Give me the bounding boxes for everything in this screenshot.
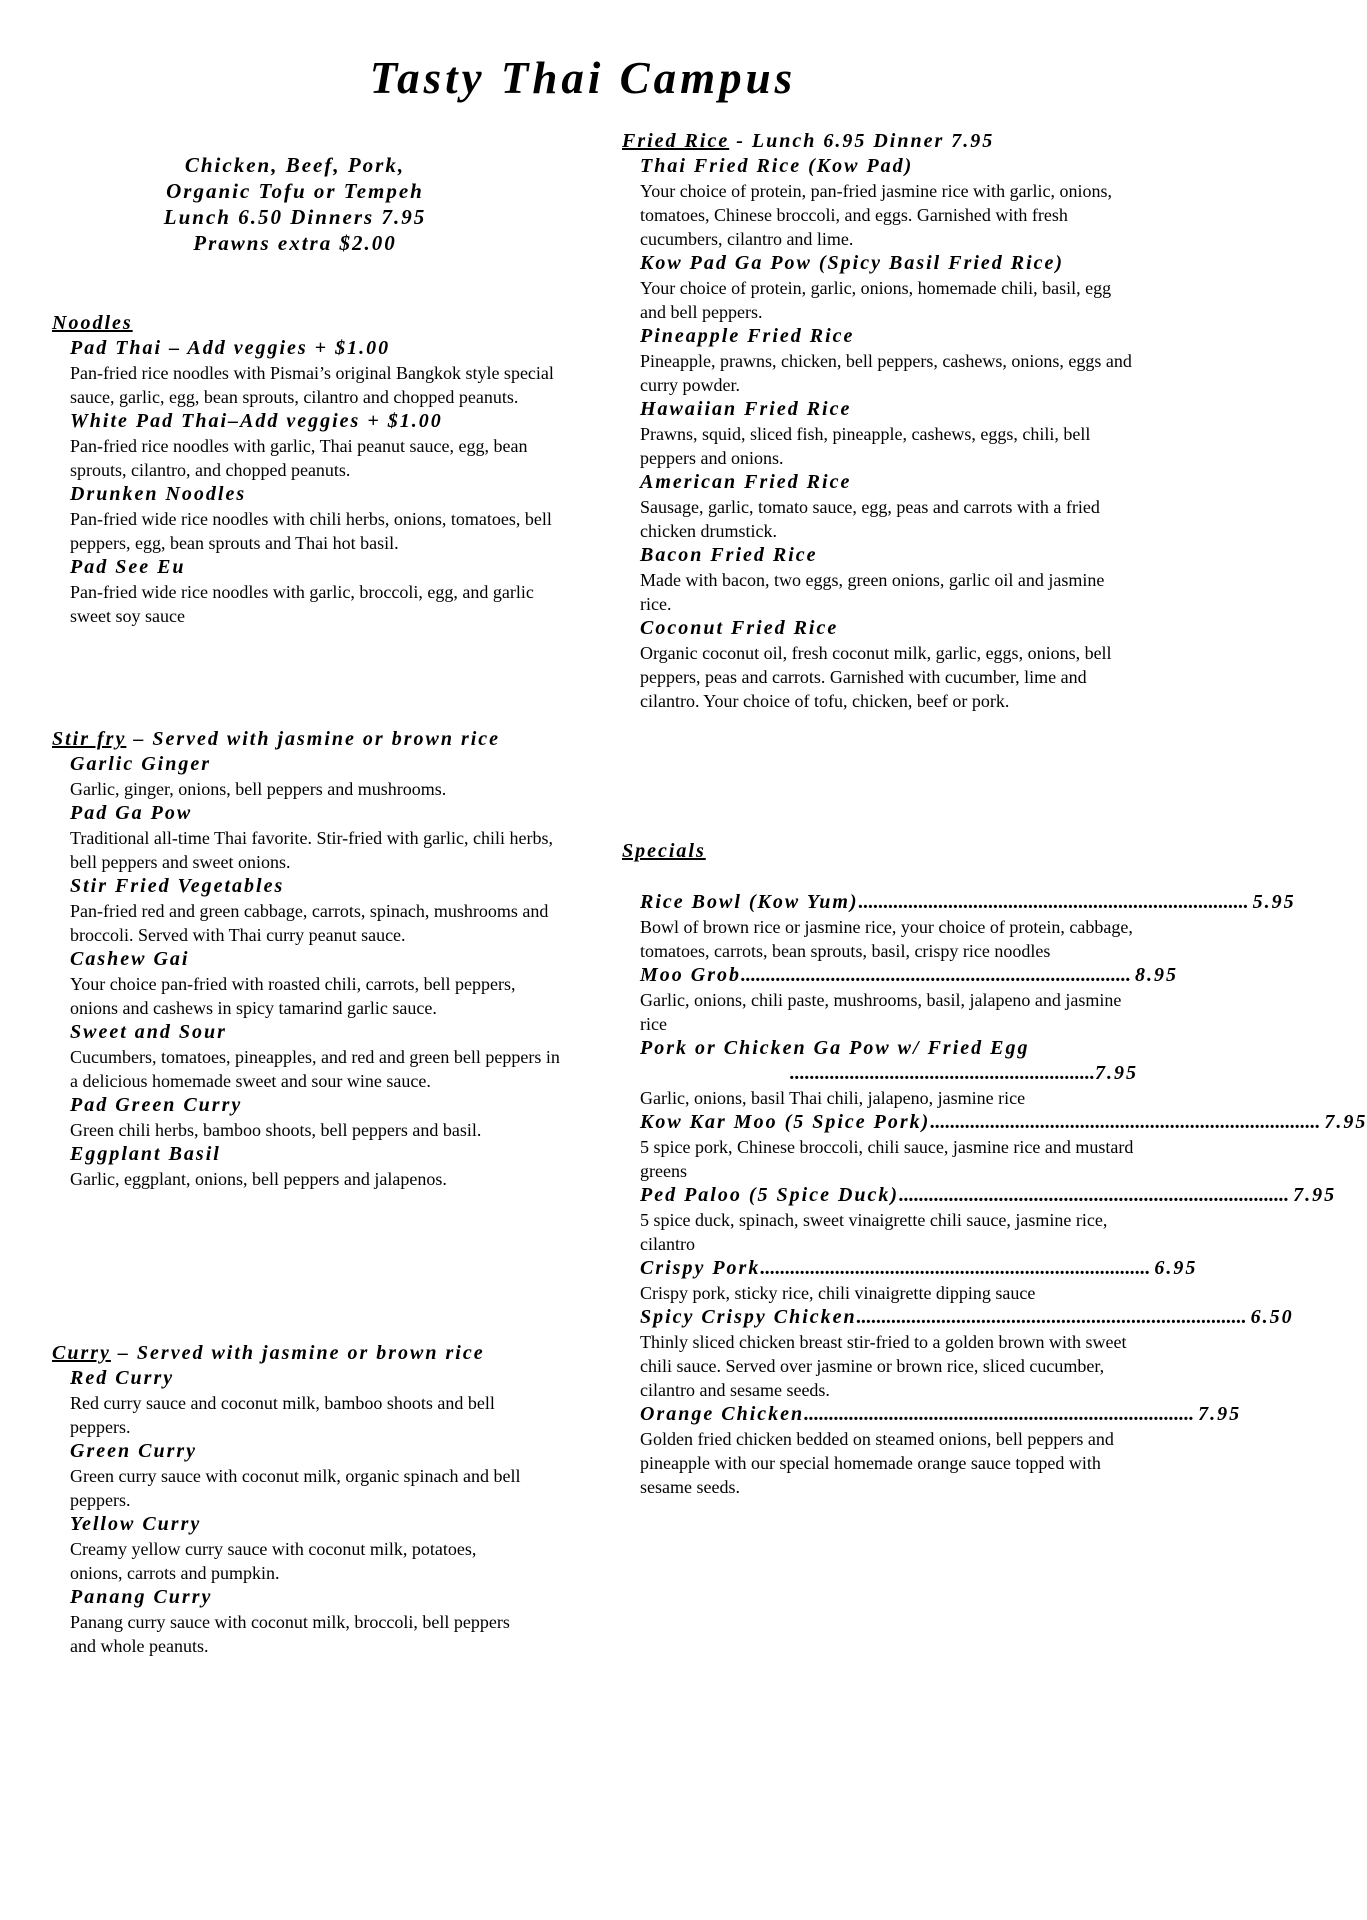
item-price: 6.50 xyxy=(1250,1306,1294,1328)
menu-item xyxy=(640,616,1138,713)
item-name: Rice Bowl (Kow Yum) xyxy=(640,891,859,913)
item-desc: 5 spice duck, spinach, sweet vinaigrette chili sauce, jasmine rice, cilantro xyxy=(640,1210,1108,1254)
intro-line: Chicken, Beef, Pork, xyxy=(184,153,406,177)
menu-item xyxy=(640,1110,1367,1183)
menu-item xyxy=(70,801,562,874)
item-name: Red Curry xyxy=(70,1367,175,1389)
item-desc: Green chili herbs, bamboo shoots, bell peppers and basil. xyxy=(70,1120,482,1140)
item-desc: 5 spice pork, Chinese broccoli, chili sauce, jasmine rice and mustard greens xyxy=(640,1137,1134,1181)
item-desc: Creamy yellow curry sauce with coconut milk, potatoes, onions, carrots and pumpkin. xyxy=(70,1539,477,1583)
item-desc: Garlic, onions, basil Thai chili, jalapeno, jasmine rice xyxy=(640,1088,1026,1108)
item-price: 8.95 xyxy=(1135,964,1179,986)
item-name: Drunken Noodles xyxy=(70,483,247,505)
item-price: 7.95 xyxy=(1198,1403,1242,1425)
specials-section xyxy=(622,838,1367,1499)
item-name: Thai Fried Rice (Kow Pad) xyxy=(640,155,914,177)
section-heading: Stir fry – Served with jasmine or brown rice xyxy=(52,728,501,750)
section-heading: Specials xyxy=(622,840,706,862)
menu-item xyxy=(640,963,1179,1036)
menu-item xyxy=(640,1183,1337,1256)
item-desc: Your choice pan-fried with roasted chili, carrots, bell peppers, onions and cashews in spicy tamarind garlic sauce. xyxy=(70,974,516,1018)
item-desc: Your choice of protein, garlic, onions, homemade chili, basil, egg and bell peppers. xyxy=(640,278,1112,322)
item-desc: Sausage, garlic, tomato sauce, egg, peas and carrots with a fried chicken drumstick. xyxy=(640,497,1100,541)
section-heading: Fried Rice - Lunch 6.95 Dinner 7.95 xyxy=(622,130,995,152)
stirfry-section xyxy=(52,726,562,1191)
pricing-intro xyxy=(120,152,470,256)
item-name: Bacon Fried Rice xyxy=(640,544,818,566)
item-name: Garlic Ginger xyxy=(70,753,211,775)
menu-item xyxy=(70,482,562,555)
item-desc: Red curry sauce and coconut milk, bamboo shoots and bell peppers. xyxy=(70,1393,495,1437)
menu-item xyxy=(70,874,562,947)
item-desc: Your choice of protein, pan-fried jasmine rice with garlic, onions, tomatoes, Chinese broccoli, and eggs. Garnished with fresh cucumbers, cilantro and lime. xyxy=(640,181,1113,249)
intro-line: Prawns extra $2.00 xyxy=(193,231,397,255)
item-name: American Fried Rice xyxy=(640,471,852,493)
item-desc: Prawns, squid, sliced fish, pineapple, cashews, eggs, chili, bell peppers and onions. xyxy=(640,424,1091,468)
item-desc: Garlic, ginger, onions, bell peppers and mushrooms. xyxy=(70,779,447,799)
item-desc: Green curry sauce with coconut milk, organic spinach and bell peppers. xyxy=(70,1466,521,1510)
item-desc: Cucumbers, tomatoes, pineapples, and red and green bell peppers in a delicious homemade sweet and sour wine sauce. xyxy=(70,1047,560,1091)
item-name-price: Ped Paloo (5 Spice Duck) .............................................................................. 7.95 xyxy=(640,1184,1337,1206)
item-name-price: Orange Chicken .............................................................................. 7.95 xyxy=(640,1403,1242,1425)
friedrice-section xyxy=(622,128,1138,713)
item-desc: Made with bacon, two eggs, green onions, garlic oil and jasmine rice. xyxy=(640,570,1105,614)
menu-item xyxy=(70,409,562,482)
item-desc: Golden fried chicken bedded on steamed onions, bell peppers and pineapple with our special homemade orange sauce topped with sesame seeds. xyxy=(640,1429,1114,1497)
menu-item xyxy=(640,397,1138,470)
item-price: 5.95 xyxy=(1252,891,1296,913)
item-name: Crispy Pork xyxy=(640,1257,761,1279)
item-price: 7.95 xyxy=(1293,1184,1337,1206)
menu-item xyxy=(70,1512,522,1585)
item-name: White Pad Thai–Add veggies + $1.00 xyxy=(70,410,443,432)
menu-item xyxy=(70,1142,562,1191)
curry-section xyxy=(52,1340,522,1658)
menu-item xyxy=(70,752,562,801)
menu-item xyxy=(640,890,1296,963)
menu-item xyxy=(70,1585,522,1658)
menu-item xyxy=(640,324,1138,397)
item-name: Sweet and Sour xyxy=(70,1021,227,1043)
item-price: 6.95 xyxy=(1154,1257,1198,1279)
menu-item xyxy=(70,336,562,409)
item-name: Pad Ga Pow xyxy=(70,802,193,824)
item-desc: Thinly sliced chicken breast stir-fried to a golden brown with sweet chili sauce. Served over jasmine or brown rice, sliced cucumber, cilantro and sesame seeds. xyxy=(640,1332,1127,1400)
item-desc: Pan-fried rice noodles with Pismai’s original Bangkok style special sauce, garlic, egg, bean sprouts, cilantro and chopped peanuts. xyxy=(70,363,554,407)
menu-item xyxy=(640,1036,1138,1110)
item-desc: Pan-fried rice noodles with garlic, Thai peanut sauce, egg, bean sprouts, cilantro, and chopped peanuts. xyxy=(70,436,528,480)
menu-item xyxy=(70,947,562,1020)
item-name: Pork or Chicken Ga Pow w/ Fried Egg xyxy=(640,1037,1030,1059)
menu-item xyxy=(70,1093,562,1142)
item-price: 7.95 xyxy=(1324,1111,1367,1133)
menu-item xyxy=(70,1439,522,1512)
menu-item xyxy=(640,470,1138,543)
item-name-price: Spicy Crispy Chicken .............................................................................. 6.50 xyxy=(640,1306,1294,1328)
item-name: Kow Pad Ga Pow (Spicy Basil Fried Rice) xyxy=(640,252,1065,274)
item-desc: Panang curry sauce with coconut milk, broccoli, bell peppers and whole peanuts. xyxy=(70,1612,510,1656)
item-price: 7.95 xyxy=(1095,1062,1138,1084)
item-name: Green Curry xyxy=(70,1440,198,1462)
item-name: Panang Curry xyxy=(70,1586,213,1608)
item-desc: Pineapple, prawns, chicken, bell peppers, cashews, onions, eggs and curry powder. xyxy=(640,351,1132,395)
item-name-price: Crispy Pork .............................................................................. 6.95 xyxy=(640,1257,1198,1279)
item-desc: Garlic, onions, chili paste, mushrooms, basil, jalapeno and jasmine rice xyxy=(640,990,1122,1034)
item-desc: Pan-fried wide rice noodles with garlic, broccoli, egg, and garlic sweet soy sauce xyxy=(70,582,534,626)
item-name: Moo Grob xyxy=(640,964,742,986)
noodles-section xyxy=(52,310,562,628)
menu-item xyxy=(70,1366,522,1439)
menu-item xyxy=(70,1020,562,1093)
item-name: Pad Green Curry xyxy=(70,1094,243,1116)
item-name: Ped Paloo (5 Spice Duck) xyxy=(640,1184,900,1206)
item-name: Cashew Gai xyxy=(70,948,190,970)
item-name-price: Kow Kar Moo (5 Spice Pork) .............................................................................. 7.95 xyxy=(640,1111,1367,1133)
menu-item xyxy=(640,1305,1294,1402)
menu-item xyxy=(640,1256,1198,1305)
item-name-price: Moo Grob .............................................................................. 8.95 xyxy=(640,964,1179,986)
section-heading: Noodles xyxy=(52,312,133,334)
item-name: Stir Fried Vegetables xyxy=(70,875,285,897)
intro-line: Lunch 6.50 Dinners 7.95 xyxy=(163,205,427,229)
item-name: Pad See Eu xyxy=(70,556,186,578)
item-name-price: Rice Bowl (Kow Yum) .............................................................................. 5.95 xyxy=(640,891,1296,913)
item-name: Eggplant Basil xyxy=(70,1143,221,1165)
item-desc: Pan-fried red and green cabbage, carrots, spinach, mushrooms and broccoli. Served with Thai curry peanut sauce. xyxy=(70,901,549,945)
item-name: Pad Thai – Add veggies + $1.00 xyxy=(70,337,391,359)
section-heading: Curry – Served with jasmine or brown rice xyxy=(52,1342,485,1364)
item-desc: Organic coconut oil, fresh coconut milk, garlic, eggs, onions, bell peppers, peas and carrots. Garnished with cucumber, lime and cilantro. Your choice of tofu, chicken, beef or pork. xyxy=(640,643,1112,711)
item-desc: Crispy pork, sticky rice, chili vinaigrette dipping sauce xyxy=(640,1283,1036,1303)
item-desc: Traditional all-time Thai favorite. Stir-fried with garlic, chili herbs, bell peppers and sweet onions. xyxy=(70,828,554,872)
item-desc: Garlic, eggplant, onions, bell peppers and jalapenos. xyxy=(70,1169,447,1189)
item-desc: Pan-fried wide rice noodles with chili herbs, onions, tomatoes, bell peppers, egg, bean sprouts and Thai hot basil. xyxy=(70,509,552,553)
item-name: Pineapple Fried Rice xyxy=(640,325,855,347)
menu-item xyxy=(640,1402,1242,1499)
menu-item xyxy=(640,154,1138,251)
item-name: Orange Chicken xyxy=(640,1403,805,1425)
item-name: Yellow Curry xyxy=(70,1513,202,1535)
menu-item xyxy=(640,543,1138,616)
item-name: Hawaiian Fried Rice xyxy=(640,398,852,420)
item-name: Coconut Fried Rice xyxy=(640,617,839,639)
intro-line: Organic Tofu or Tempeh xyxy=(166,179,424,203)
menu-title: Tasty Thai Campus xyxy=(369,53,797,103)
item-name: Kow Kar Moo (5 Spice Pork) xyxy=(640,1111,931,1133)
menu-item xyxy=(70,555,562,628)
menu-item xyxy=(640,251,1138,324)
item-name-price: .............................................................7.95 xyxy=(790,1062,1138,1084)
item-desc: Bowl of brown rice or jasmine rice, your choice of protein, cabbage, tomatoes, carrots, bean sprouts, basil, crispy rice noodles xyxy=(640,917,1133,961)
item-name: Spicy Crispy Chicken xyxy=(640,1306,857,1328)
